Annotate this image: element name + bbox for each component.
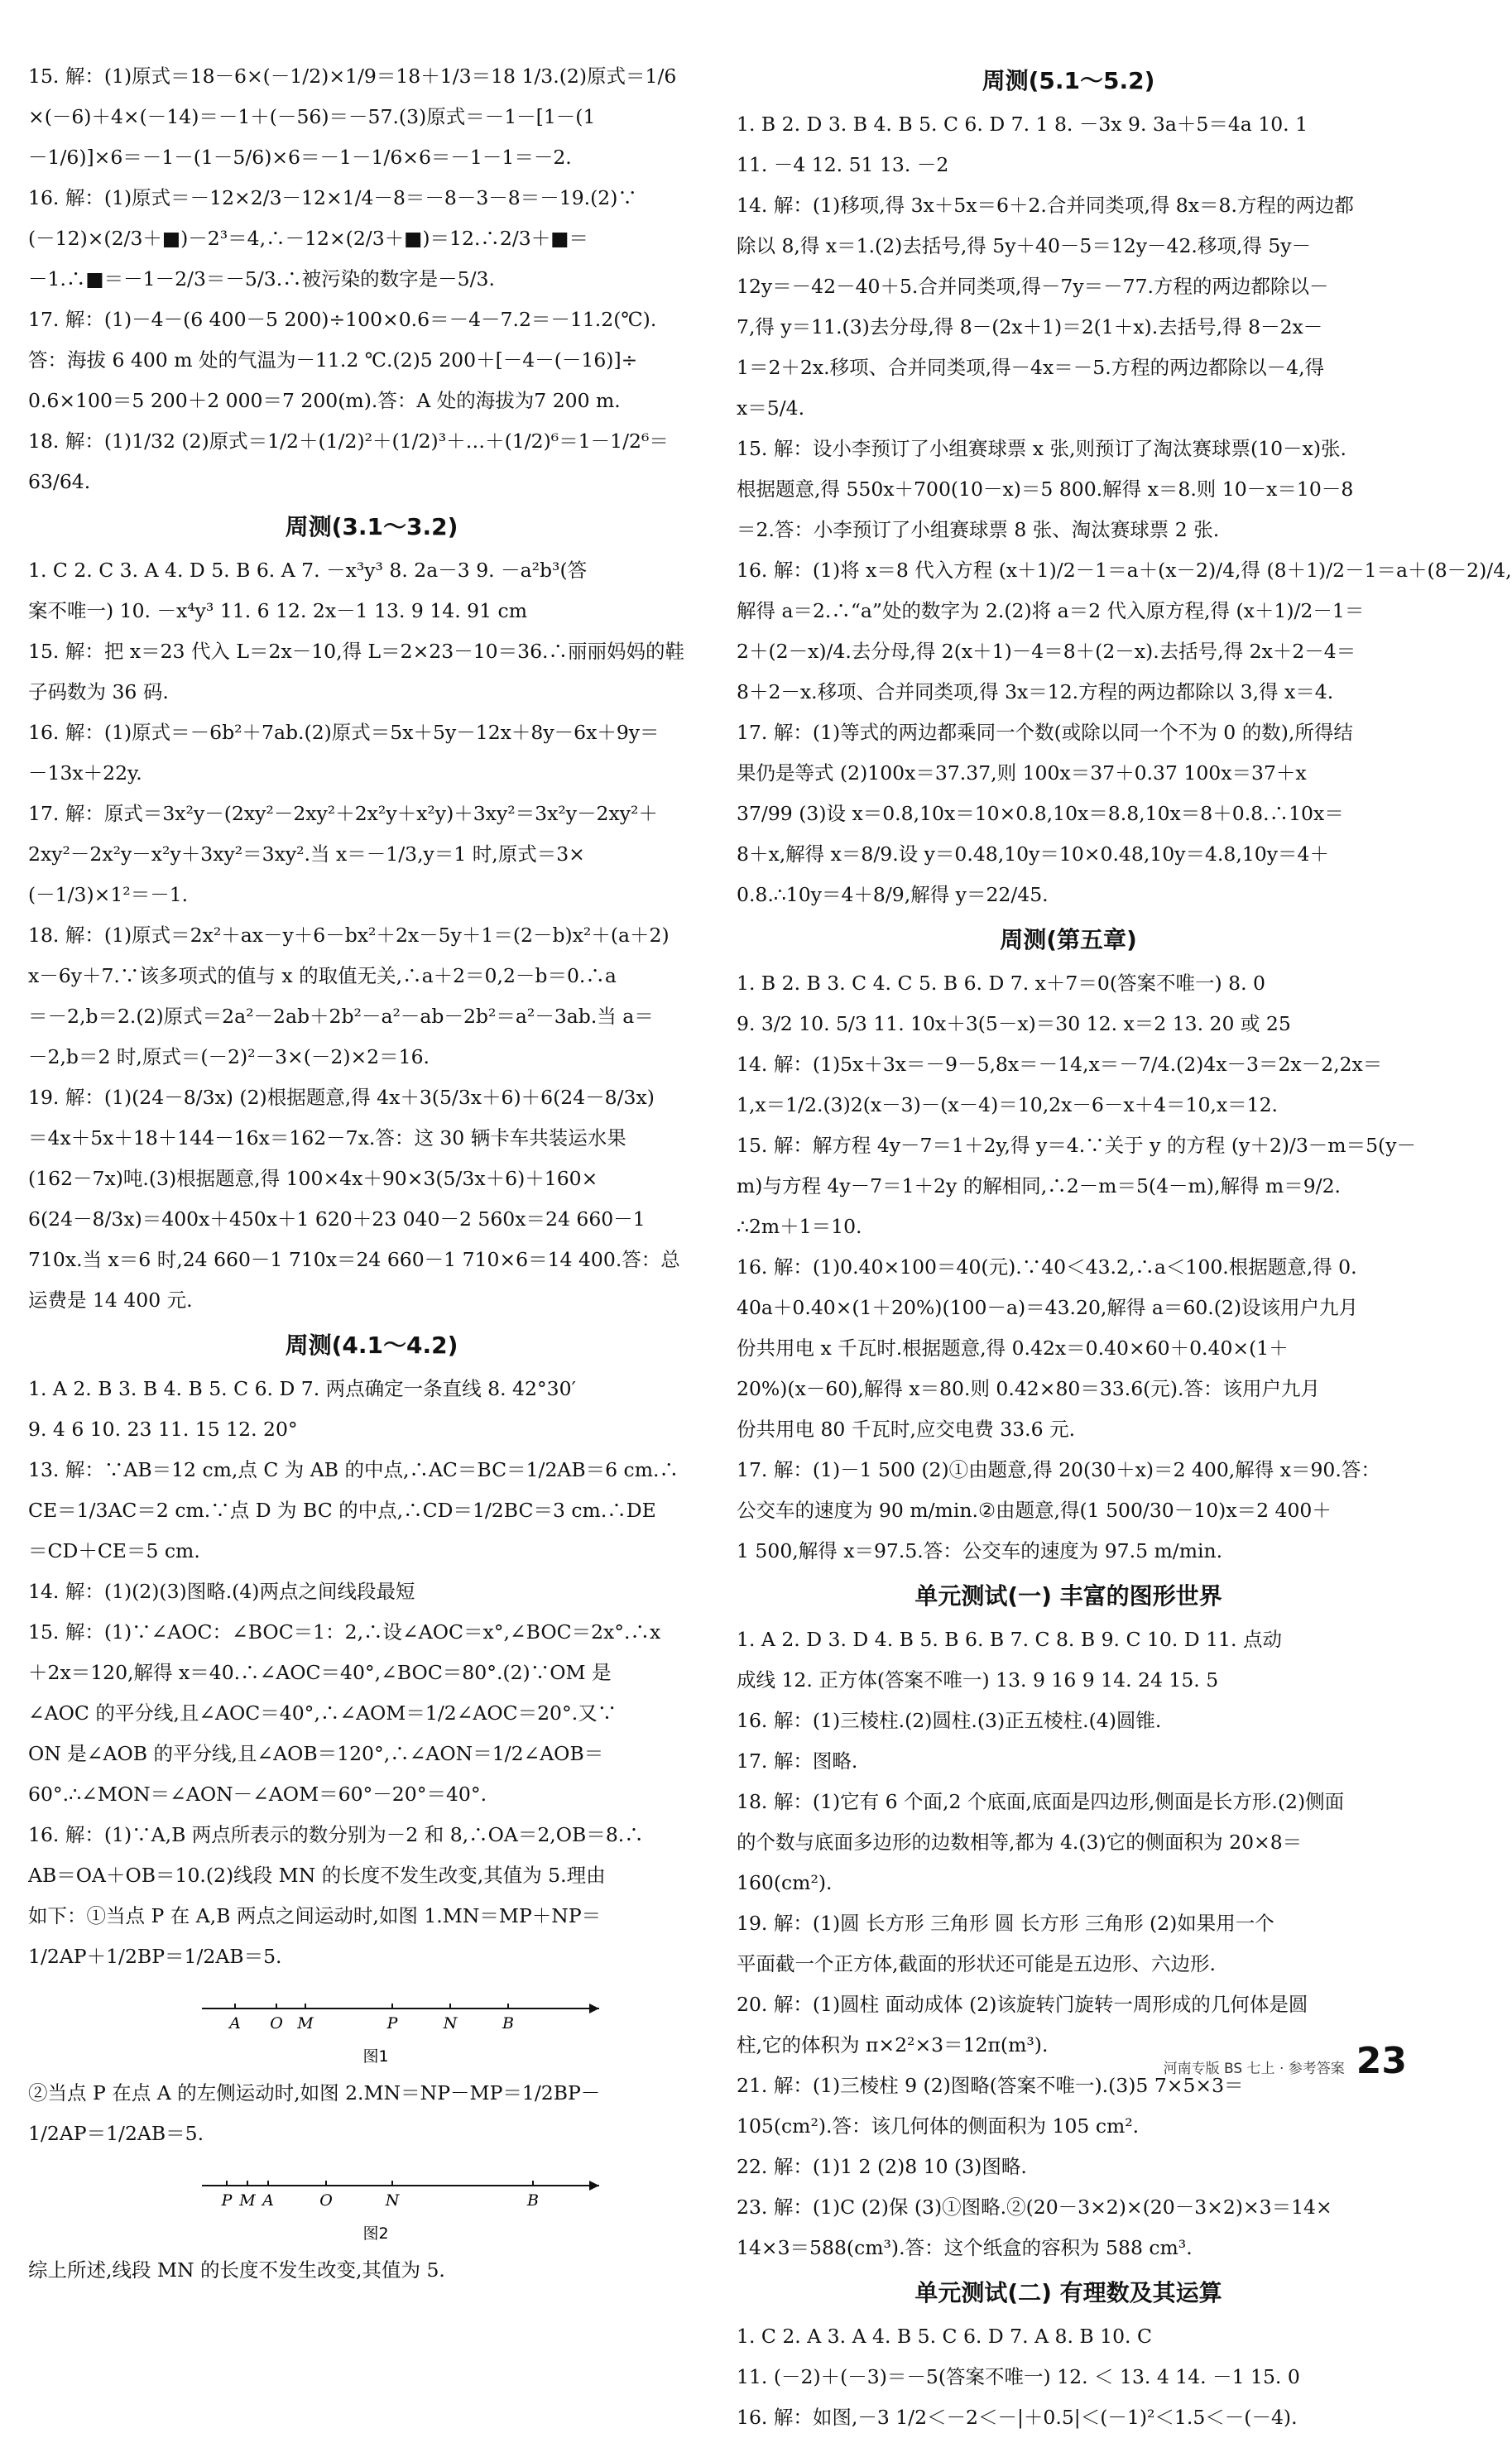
text-line: 7,得 y＝11.(3)去分母,得 8－(2x＋1)＝2(1＋x).去括号,得 8－2x－ [737, 315, 1323, 338]
text-line: 105(cm²).答：该几何体的侧面积为 105 cm². [737, 2114, 1140, 2138]
text-line: 解得 a＝2.∴“a”处的数字为 2.(2)将 a＝2 代入原方程,得 (x＋1)/2－1＝ [737, 599, 1365, 622]
text-line: 11. －4 12. 51 13. －2 [737, 153, 949, 176]
text-line: 11. (－2)＋(－3)＝－5(答案不唯一) 12. ＜ 13. 4 14. －1 15. 0 [737, 2365, 1300, 2388]
text-line: CE＝1/3AC＝2 cm.∵点 D 为 BC 的中点,∴CD＝1/2BC＝3 cm.∴DE [28, 1499, 656, 1522]
text-line: 17. 解：原式＝3x²y－(2xy²－2xy²＋2x²y＋x²y)＋3xy²＝3x²y－2xy²＋ [28, 802, 658, 825]
text-line: 14. 解：(1)5x＋3x＝－9－5,8x＝－14,x＝－7/4.(2)4x－3＝2x－2,2x＝ [737, 1053, 1383, 1076]
text-line: 17. 解：(1)等式的两边都乘同一个数(或除以同一个不为 0 的数),所得结 [737, 721, 1353, 744]
text-line: ∴2m＋1＝10. [737, 1215, 862, 1238]
text-line: 13. 解：∵AB＝12 cm,点 C 为 AB 的中点,∴AC＝BC＝1/2AB＝6 cm.∴ [28, 1458, 679, 1481]
text-line: 40a＋0.40×(1＋20%)(100－a)＝43.20,解得 a＝60.(2)设该用户九月 [737, 1296, 1359, 1319]
text-line: 9. 3/2 10. 5/3 11. 10x＋3(5－x)＝30 12. x＝2 13. 20 或 25 [737, 1012, 1291, 1035]
text-line: ＝2.答：小李预订了小组赛球票 8 张、淘汰赛球票 2 张. [737, 518, 1220, 541]
section-title: 周测(4.1～4.2) [285, 1332, 458, 1359]
text-line: 18. 解：(1)1/32 (2)原式＝1/2＋(1/2)²＋(1/2)³＋…＋(1/2)⁶＝1－1/2⁶＝ [28, 430, 669, 453]
text-line: ＝4x＋5x＋18＋144－16x＝162－7x.答：这 30 辆卡车共装运水果 [28, 1126, 626, 1149]
text-line: 22. 解：(1)1 2 (2)8 10 (3)图略. [737, 2155, 1027, 2178]
text-line: 果仍是等式 (2)100x＝37.37,则 100x＝37＋0.37 100x＝37＋x [737, 761, 1307, 785]
text-line: 16. 解：(1)三棱柱.(2)圆柱.(3)正五棱柱.(4)圆锥. [737, 1709, 1162, 1732]
text-line: x－6y＋7.∵该多项式的值与 x 的取值无关,∴a＋2＝0,2－b＝0.∴a [28, 964, 617, 987]
text-line: 710x.当 x＝6 时,24 660－1 710x＝24 660－1 710×6＝14 400.答：总 [28, 1248, 680, 1271]
text-line: 1. B 2. B 3. C 4. C 5. B 6. D 7. x＋7＝0(答案不唯一) 8. 0 [737, 972, 1265, 995]
text-line: 19. 解：(1)(24－8/3x) (2)根据题意,得 4x＋3(5/3x＋6)＋6(24－8/3x) [28, 1086, 655, 1109]
text-line: 1. B 2. D 3. B 4. B 5. C 6. D 7. 1 8. －3x 9. 3a＋5＝4a 10. 1 [737, 113, 1308, 136]
text-line: 如下：①当点 P 在 A,B 两点之间运动时,如图 1.MN＝MP＋NP＝ [28, 1904, 602, 1927]
text-line: 23. 解：(1)C (2)保 (3)①图略.②(20－3×2)×(20－3×2)×3＝14× [737, 2196, 1332, 2219]
point-label: O [319, 2191, 333, 2210]
text-line: 2xy²－2x²y－x²y＋3xy²＝3xy².当 x＝－1/3,y＝1 时,原式＝3× [28, 842, 585, 866]
text-line: 17. 解：(1)－4－(6 400－5 200)÷100×0.6＝－4－7.2＝－11.2(℃). [28, 308, 657, 331]
figure-caption: 图2 [362, 2224, 389, 2243]
text-line: 37/99 (3)设 x＝0.8,10x＝10×0.8,10x＝8.8,10x＝8＋0.8.∴10x＝ [737, 802, 1344, 825]
text-line: 16. 解：(1)将 x＝8 代入方程 (x＋1)/2－1＝a＋(x－2)/4,得 (8＋1)/2－1＝a＋(8－2)/4, [737, 559, 1512, 582]
section-title: 单元测试(二) 有理数及其运算 [914, 2279, 1222, 2306]
text-line: 成线 12. 正方体(答案不唯一) 13. 9 16 9 14. 24 15. 5 [737, 1668, 1219, 1692]
point-label: N [385, 2191, 400, 2210]
text-line: (－12)×(2/3＋■)－2³＝4,∴－12×(2/3＋■)＝12.∴2/3＋■＝ [28, 227, 588, 250]
text-line: 16. 解：(1)0.40×100＝40(元).∵40＜43.2,∴a＜100.根据题意,得 0. [737, 1255, 1357, 1279]
text-line: 18. 解：(1)它有 6 个面,2 个底面,底面是四边形,侧面是长方形.(2)侧面 [737, 1790, 1345, 1813]
text-line: 平面截一个正方体,截面的形状还可能是五边形、六边形. [737, 1952, 1216, 1975]
point-label: P [386, 2014, 398, 2032]
text-line: 16. 解：如图,－3 1/2＜－2＜－|＋0.5|＜(－1)²＜1.5＜－(－4). [737, 2406, 1298, 2429]
text-line: 12y＝－42－40＋5.合并同类项,得－7y＝－77.方程的两边都除以－ [737, 275, 1329, 298]
text-line: －2,b＝2 时,原式＝(－2)²－3×(－2)×2＝16. [28, 1045, 430, 1068]
text-line: 运费是 14 400 元. [28, 1289, 193, 1312]
text-line: x＝5/4. [737, 396, 805, 420]
text-line: AB＝OA＋OB＝10.(2)线段 MN 的长度不发生改变,其值为 5.理由 [28, 1864, 606, 1887]
text-line: ＋2x＝120,解得 x＝40.∴∠AOC＝40°,∠BOC＝80°.(2)∵OM 是 [28, 1661, 612, 1684]
text-line: 6(24－8/3x)＝400x＋450x＋1 620＋23 040－2 560x＝24 660－1 [28, 1207, 646, 1231]
text-line: 案不唯一) 10. －x⁴y³ 11. 6 12. 2x－1 13. 9 14. 91 cm [28, 599, 527, 622]
text-line: 20. 解：(1)圆柱 面动成体 (2)该旋转门旋转一周形成的几何体是圆 [737, 1993, 1308, 2016]
text-line: 根据题意,得 550x＋700(10－x)＝5 800.解得 x＝8.则 10－x＝10－8 [737, 478, 1354, 501]
section-title: 周测(5.1～5.2) [982, 67, 1155, 94]
point-label: A [229, 2014, 241, 2032]
point-label: A [262, 2191, 274, 2210]
section-title: 周测(3.1～3.2) [285, 513, 458, 540]
point-label: O [270, 2014, 283, 2032]
text-line: 9. 4 6 10. 23 11. 15 12. 20° [28, 1418, 298, 1441]
text-line: 1. C 2. C 3. A 4. D 5. B 6. A 7. －x³y³ 8. 2a－3 9. －a²b³(答 [28, 559, 588, 582]
text-line: 16. 解：(1)原式＝－6b²＋7ab.(2)原式＝5x＋5y－12x＋8y－6x＋9y＝ [28, 721, 660, 744]
page-footer [1164, 2040, 1407, 2082]
text-line: 柱,它的体积为 π×2²×3＝12π(m³). [737, 2033, 1049, 2056]
number-line-diagram [28, 2162, 624, 2245]
text-line: 公交车的速度为 90 m/min.②由题意,得(1 500/30－10)x＝2 400＋ [737, 1499, 1332, 1522]
text-line: 0.8.∴10y＝4＋8/9,解得 y＝22/45. [737, 883, 1049, 906]
text-line: 15. 解：(1)原式＝18－6×(－1/2)×1/9＝18＋1/3＝18 1/3.(2)原式＝1/6 [28, 65, 677, 88]
text-line: 15. 解：解方程 4y－7＝1＋2y,得 y＝4.∵关于 y 的方程 (y＋2)/3－m＝5(y－ [737, 1134, 1416, 1157]
figure-2 [28, 2162, 715, 2245]
point-label: P [221, 2191, 233, 2210]
text-line: 1 500,解得 x＝97.5.答：公交车的速度为 97.5 m/min. [737, 1539, 1223, 1562]
left-column [28, 56, 715, 2291]
text-line: 17. 解：图略. [737, 1749, 858, 1773]
text-line: m)与方程 4y－7＝1＋2y 的解相同,∴2－m＝5(4－m),解得 m＝9/2. [737, 1174, 1341, 1197]
arrow-icon [589, 2181, 599, 2191]
text-line: 1＝2＋2x.移项、合并同类项,得－4x＝－5.方程的两边都除以－4,得 [737, 356, 1325, 379]
figure-caption: 图1 [362, 2047, 389, 2066]
text-line: －13x＋22y. [28, 761, 142, 785]
text-line: －1.∴■＝－1－2/3＝－5/3.∴被污染的数字是－5/3. [28, 267, 495, 290]
text-line: ×(－6)＋4×(－14)＝－1＋(－56)＝－57.(3)原式＝－1－[1－(1 [28, 105, 596, 128]
text-line: 综上所述,线段 MN 的长度不发生改变,其值为 5. [28, 2258, 445, 2282]
text-line: －1/6)]×6＝－1－(1－5/6)×6＝－1－1/6×6＝－1－1＝－2. [28, 146, 572, 169]
figure-1 [28, 1985, 715, 2068]
text-line: 16. 解：(1)原式＝－12×2/3－12×1/4－8＝－8－3－8＝－19.(2)∵ [28, 186, 637, 209]
text-line: 除以 8,得 x＝1.(2)去括号,得 5y＋40－5＝12y－42.移项,得 5y－ [737, 234, 1312, 257]
arrow-icon [589, 2004, 599, 2013]
text-line: 14×3＝588(cm³).答：这个纸盒的容积为 588 cm³. [737, 2236, 1193, 2259]
text-line: 答：海拔 6 400 m 处的气温为－11.2 ℃.(2)5 200＋[－4－(－16)]÷ [28, 348, 638, 372]
text-line: 2＋(2－x)/4.去分母,得 2(x＋1)－4＝8＋(2－x).去括号,得 2x＋2－4＝ [737, 640, 1356, 663]
text-line: ∠AOC 的平分线,且∠AOC＝40°,∴∠AOM＝1/2∠AOC＝20°.又∵ [28, 1701, 617, 1725]
text-line: 1,x＝1/2.(3)2(x－3)－(x－4)＝10,2x－6－x＋4＝10,x＝12. [737, 1093, 1279, 1116]
footer-note: 河南专版 BS 七上 · 参考答案 [1163, 2061, 1345, 2077]
text-line: 19. 解：(1)圆 长方形 三角形 圆 长方形 三角形 (2)如果用一个 [737, 1912, 1274, 1935]
text-line: 14. 解：(1)移项,得 3x＋5x＝6＋2.合并同类项,得 8x＝8.方程的两边都 [737, 194, 1354, 217]
text-line: 份共用电 80 千瓦时,应交电费 33.6 元. [737, 1418, 1076, 1441]
text-line: 15. 解：(1)∵∠AOC：∠BOC＝1：2,∴设∠AOC＝x°,∠BOC＝2x°.∴x [28, 1620, 661, 1644]
point-label: M [297, 2014, 314, 2032]
text-line: ＝－2,b＝2.(2)原式＝2a²－2ab＋2b²－a²－ab－2b²＝a²－3ab.当 a＝ [28, 1005, 654, 1028]
text-line: 16. 解：(1)∵A,B 两点所表示的数分别为－2 和 8,∴OA＝2,OB＝8.∴ [28, 1823, 644, 1846]
section-title: 周测(第五章) [1000, 926, 1137, 953]
text-line: 1. A 2. B 3. B 4. B 5. C 6. D 7. 两点确定一条直线 8. 42°30′ [28, 1377, 576, 1400]
text-line: 17. 解：(1)－1 500 (2)①由题意,得 20(30＋x)＝2 400,解得 x＝90.答： [737, 1458, 1380, 1481]
point-label: B [502, 2014, 514, 2032]
text-line: 1. C 2. A 3. A 4. B 5. C 6. D 7. A 8. B 10. C [737, 2325, 1152, 2348]
text-line: 0.6×100＝5 200＋2 000＝7 200(m).答：A 处的海拔为7 200 m. [28, 389, 621, 412]
text-line: 1. A 2. D 3. D 4. B 5. B 6. B 7. C 8. B 9. C 10. D 11. 点动 [737, 1628, 1282, 1651]
text-line: 8＋x,解得 x＝8/9.设 y＝0.48,10y＝10×0.48,10y＝4.8,10y＝4＋ [737, 842, 1329, 866]
text-line: (162－7x)吨.(3)根据题意,得 100×4x＋90×3(5/3x＋6)＋160× [28, 1167, 598, 1190]
text-line: 160(cm²). [737, 1871, 833, 1894]
point-label: M [239, 2191, 256, 2210]
text-line: 15. 解：把 x＝23 代入 L＝2x－10,得 L＝2×23－10＝36.∴丽丽妈妈的鞋 [28, 640, 684, 663]
text-line: 21. 解：(1)三棱柱 9 (2)图略(答案不唯一).(3)5 7×5×3＝ [737, 2074, 1244, 2097]
text-line: 1/2AP＝1/2AB＝5. [28, 2122, 204, 2145]
text-line: 15. 解：设小李预订了小组赛球票 x 张,则预订了淘汰赛球票(10－x)张. [737, 437, 1346, 460]
text-line: 子码数为 36 码. [28, 680, 169, 703]
section-title: 单元测试(一) 丰富的图形世界 [914, 1582, 1222, 1610]
text-line: 的个数与底面多边形的边数相等,都为 4.(3)它的侧面积为 20×8＝ [737, 1831, 1303, 1854]
text-line: 8＋2－x.移项、合并同类项,得 3x＝12.方程的两边都除以 3,得 x＝4. [737, 680, 1334, 703]
text-line: ON 是∠AOB 的平分线,且∠AOB＝120°,∴∠AON＝1/2∠AOB＝ [28, 1742, 604, 1765]
number-line-diagram [28, 1985, 624, 2068]
page-number: 23 [1356, 2040, 1407, 2082]
text-line: ＝CD＋CE＝5 cm. [28, 1539, 200, 1562]
text-line: 20%)(x－60),解得 x＝80.则 0.42×80＝33.6(元).答：该用户九月 [737, 1377, 1320, 1400]
text-line: 63/64. [28, 470, 91, 493]
text-line: ②当点 P 在点 A 的左侧运动时,如图 2.MN＝NP－MP＝1/2BP－ [28, 2081, 601, 2104]
point-label: B [527, 2191, 539, 2210]
text-line: (－1/3)×1²＝－1. [28, 883, 189, 906]
text-line: 14. 解：(1)(2)(3)图略.(4)两点之间线段最短 [28, 1580, 415, 1603]
text-line: 1/2AP＋1/2BP＝1/2AB＝5. [28, 1945, 282, 1968]
text-line: 18. 解：(1)原式＝2x²＋ax－y＋6－bx²＋2x－5y＋1＝(2－b)x²＋(a＋2) [28, 924, 670, 947]
text-line: 份共用电 x 千瓦时.根据题意,得 0.42x＝0.40×60＋0.40×(1＋ [737, 1337, 1289, 1360]
point-label: N [443, 2014, 458, 2032]
text-line: 60°.∴∠MON＝∠AON－∠AOM＝60°－20°＝40°. [28, 1783, 487, 1806]
